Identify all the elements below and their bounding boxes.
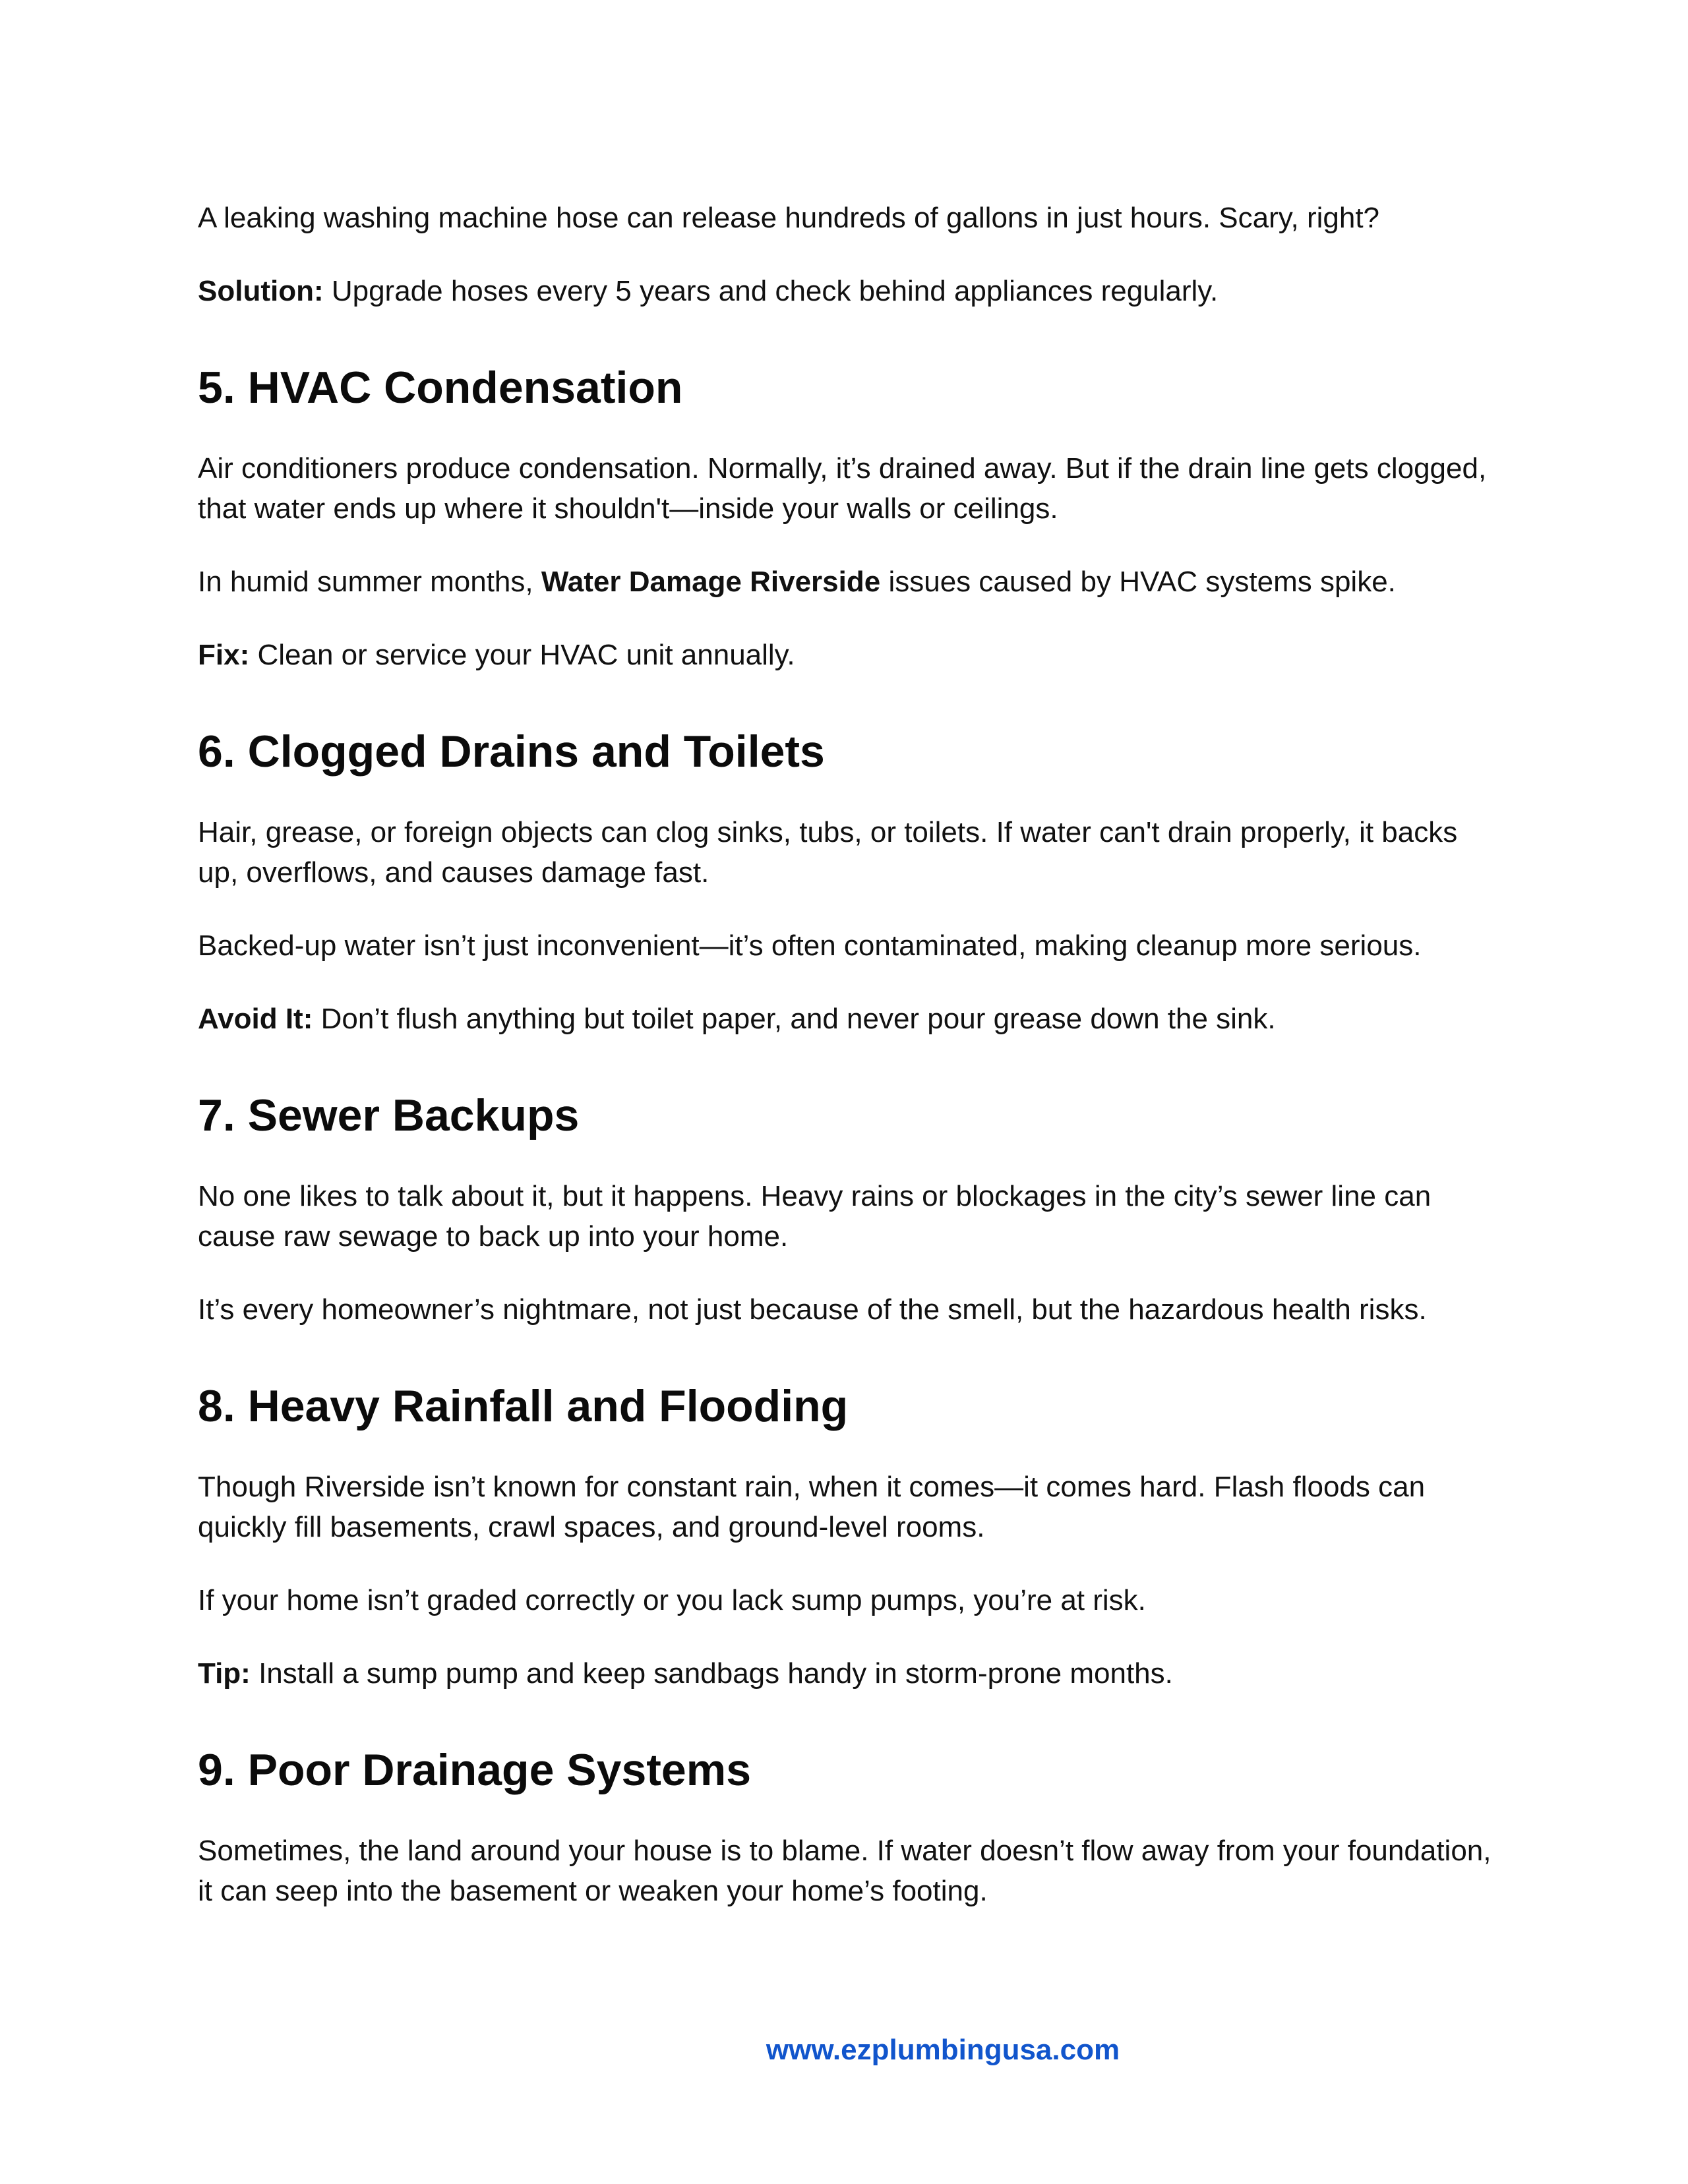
drains-avoid-paragraph xyxy=(198,999,1503,1039)
document-page xyxy=(198,188,1503,1911)
heading-hvac-condensation: 5. HVAC Condensation xyxy=(198,363,683,413)
website-link[interactable]: www.ezplumbingusa.com xyxy=(766,2034,1120,2066)
heading-heavy-rainfall: 8. Heavy Rainfall and Flooding xyxy=(198,1381,849,1431)
tip-text: Install a sump pump and keep sandbags handy in storm-prone months. xyxy=(250,1657,1173,1690)
avoid-text: Don’t flush anything but toilet paper, and never pour grease down the sink. xyxy=(313,1003,1276,1035)
sewer-paragraph-1: No one likes to talk about it, but it happens. Heavy rains or blockages in the city’s sewer line can cause raw sewage to back up into your home. xyxy=(198,1180,1432,1253)
rainfall-paragraph-2: If your home isn’t graded correctly or you lack sump pumps, you’re at risk. xyxy=(198,1584,1146,1616)
heading-clogged-drains: 6. Clogged Drains and Toilets xyxy=(198,726,825,777)
rainfall-tip-paragraph xyxy=(198,1653,1503,1694)
hvac-paragraph-1: Air conditioners produce condensation. Normally, it’s drained away. But if the drain line gets clogged, that water ends up where it shouldn't—inside your walls or ceilings. xyxy=(198,452,1487,525)
fix-text: Clean or service your HVAC unit annually. xyxy=(249,639,795,671)
solution-label: Solution: xyxy=(198,275,324,307)
hvac-fix-paragraph xyxy=(198,635,1503,675)
drains-paragraph-2: Backed-up water isn’t just inconvenient—it’s often contaminated, making cleanup more serious. xyxy=(198,930,1422,962)
rainfall-paragraph-1: Though Riverside isn’t known for constant rain, when it comes—it comes hard. Flash floods can quickly fill basements, crawl spaces, and ground-level rooms. xyxy=(198,1471,1426,1543)
hvac-paragraph-2 xyxy=(198,562,1503,602)
hvac-p2-pre: In humid summer months, xyxy=(198,566,541,598)
hvac-p2-post: issues caused by HVAC systems spike. xyxy=(880,566,1396,598)
avoid-label: Avoid It: xyxy=(198,1003,313,1035)
drainage-paragraph-1: Sometimes, the land around your house is to blame. If water doesn’t flow away from your foundation, it can seep into the basement or weaken your home’s footing. xyxy=(198,1835,1492,1907)
solution-text: Upgrade hoses every 5 years and check behind appliances regularly. xyxy=(323,275,1219,307)
page-footer xyxy=(0,2030,1688,2070)
heading-poor-drainage: 9. Poor Drainage Systems xyxy=(198,1745,752,1795)
intro-solution-paragraph xyxy=(198,271,1503,311)
drains-paragraph-1: Hair, grease, or foreign objects can clog sinks, tubs, or toilets. If water can't drain properly, it backs up, overflows, and causes damage fast. xyxy=(198,816,1458,889)
heading-sewer-backups: 7. Sewer Backups xyxy=(198,1090,580,1140)
sewer-paragraph-2: It’s every homeowner’s nightmare, not just because of the smell, but the hazardous health risks. xyxy=(198,1293,1427,1326)
fix-label: Fix: xyxy=(198,639,250,671)
tip-label: Tip: xyxy=(198,1657,251,1690)
intro-paragraph: A leaking washing machine hose can release hundreds of gallons in just hours. Scary, right? xyxy=(198,202,1380,234)
hvac-p2-bold: Water Damage Riverside xyxy=(541,566,881,598)
